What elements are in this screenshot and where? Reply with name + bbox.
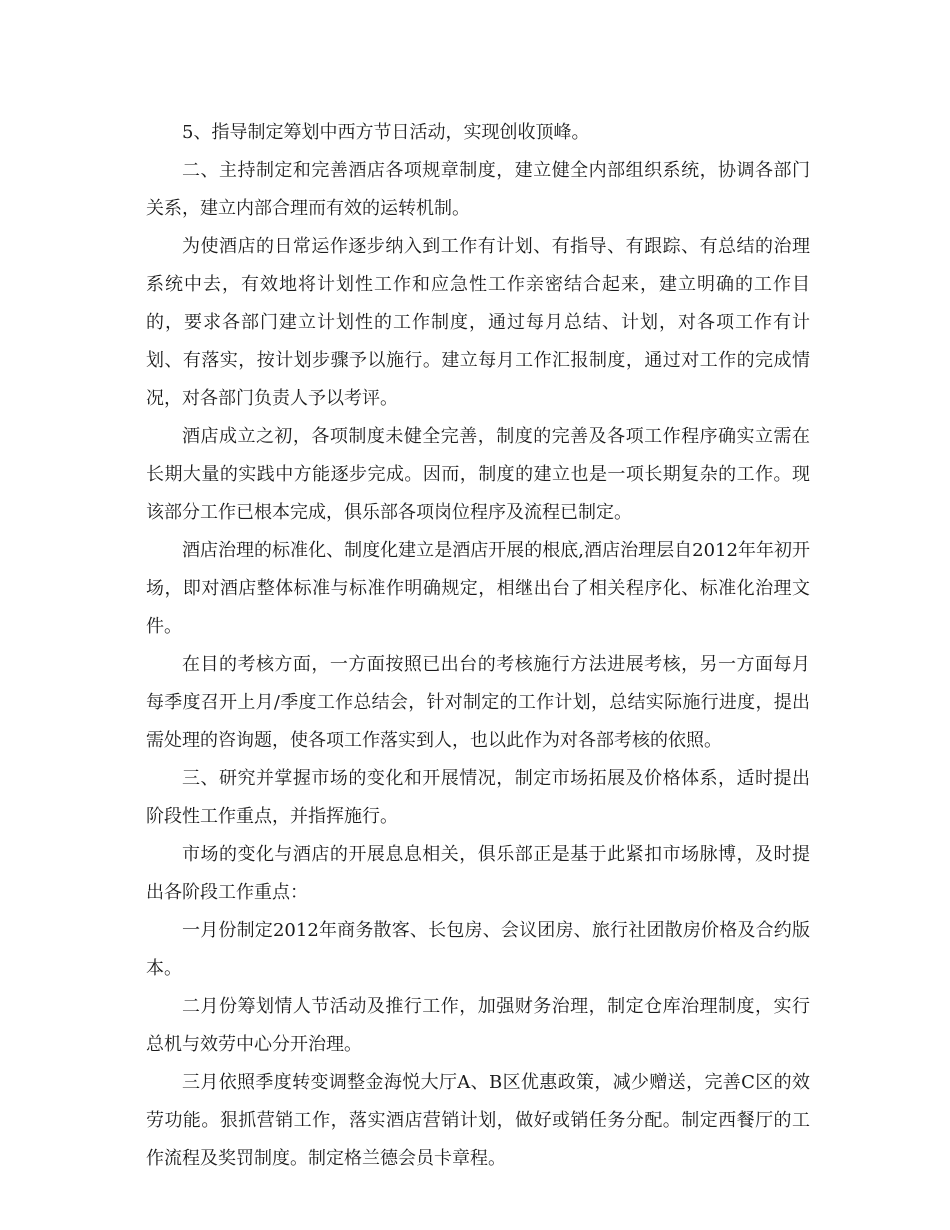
paragraph-11: 三月依照季度转变调整金海悦大厅A、B区优惠政策，减少赠送，完善C区的效劳功能。狠抓营销工作，落实酒店营销计划，做好或销任务分配。制定西餐厅的工作流程及奖罚制度。制定格兰德会员卡章程。 bbox=[146, 1072, 810, 1169]
paragraph-3: 为使酒店的日常运作逐步纳入到工作有计划、有指导、有跟踪、有总结的治理系统中去，有效地将计划性工作和应急性工作亲密结合起来，建立明确的工作目的，要求各部门建立计划性的工作制度，通过每月总结、计划，对各项工作有计划、有落实，按计划步骤予以施行。建立每月工作汇报制度，通过对工作的完成情况，对各部门负责人予以考评。 bbox=[146, 236, 810, 409]
paragraph-5: 酒店治理的标准化、制度化建立是酒店开展的根底,酒店治理层自2012年年初开场，即对酒店整体标准与标准作明确规定，相继出台了相关程序化、标准化治理文件。 bbox=[146, 540, 810, 637]
paragraph-7: 三、研究并掌握市场的变化和开展情况，制定市场拓展及价格体系，适时提出阶段性工作重点，并指挥施行。 bbox=[146, 768, 810, 827]
document-body bbox=[146, 114, 810, 1178]
paragraph-8: 市场的变化与酒店的开展息息相关，俱乐部正是基于此紧扣市场脉博，及时提出各阶段工作重点： bbox=[146, 844, 810, 903]
paragraph-10: 二月份筹划情人节活动及推行工作，加强财务治理，制定仓库治理制度，实行总机与效劳中心分开治理。 bbox=[146, 996, 810, 1055]
paragraph-6: 在目的考核方面，一方面按照已出台的考核施行方法进展考核，另一方面每月每季度召开上月/季度工作总结会，针对制定的工作计划，总结实际施行进度，提出需处理的咨询题，使各项工作落实到人，也以此作为对各部考核的依照。 bbox=[146, 654, 810, 751]
paragraph-2: 二、主持制定和完善酒店各项规章制度，建立健全内部组织系统，协调各部门关系，建立内部合理而有效的运转机制。 bbox=[146, 160, 810, 219]
paragraph-1: 5、指导制定筹划中西方节日活动，实现创收顶峰。 bbox=[182, 122, 590, 143]
paragraph-9: 一月份制定2012年商务散客、长包房、会议团房、旅行社团散房价格及合约版本。 bbox=[146, 920, 810, 979]
paragraph-4: 酒店成立之初，各项制度未健全完善，制度的完善及各项工作程序确实立需在长期大量的实践中方能逐步完成。因而，制度的建立也是一项长期复杂的工作。现该部分工作已根本完成，俱乐部各项岗位程序及流程已制定。 bbox=[146, 426, 810, 523]
